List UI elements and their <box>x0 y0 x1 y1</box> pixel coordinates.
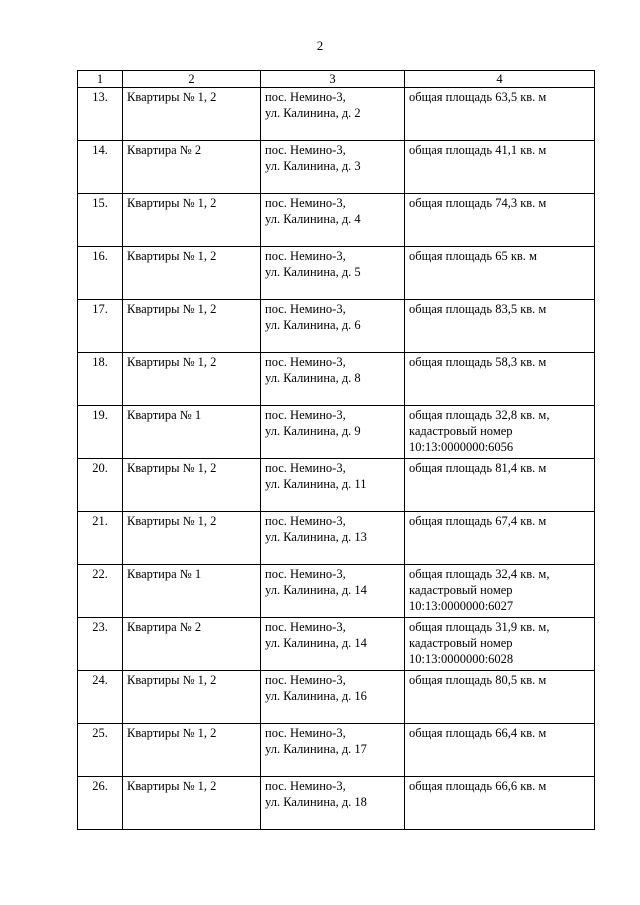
details-cell <box>405 671 595 724</box>
table-row <box>78 671 595 724</box>
address-cell <box>261 194 405 247</box>
table-row <box>78 88 595 141</box>
address-cell <box>261 459 405 512</box>
details-line: общая площадь 32,8 кв. м, <box>409 408 550 422</box>
object-name: Квартиры № 1, 2 <box>123 194 261 247</box>
details-line: общая площадь 67,4 кв. м <box>409 514 547 528</box>
details-line: общая площадь 65 кв. м <box>409 249 537 263</box>
address-cell <box>261 777 405 830</box>
address-line: ул. Калинина, д. 5 <box>265 265 361 279</box>
page-number: 2 <box>316 38 324 53</box>
address-line: ул. Калинина, д. 14 <box>265 583 367 597</box>
address-cell <box>261 512 405 565</box>
row-number: 21. <box>78 512 123 565</box>
object-name: Квартиры № 1, 2 <box>123 247 261 300</box>
details-line: кадастровый номер <box>409 583 513 597</box>
table-row <box>78 724 595 777</box>
table-row <box>78 618 595 671</box>
address-line: пос. Немино-3, <box>265 461 346 475</box>
address-line: ул. Калинина, д. 18 <box>265 795 367 809</box>
details-cell <box>405 194 595 247</box>
address-line: ул. Калинина, д. 13 <box>265 530 367 544</box>
table-row <box>78 406 595 459</box>
details-line: общая площадь 41,1 кв. м <box>409 143 547 157</box>
details-cell <box>405 724 595 777</box>
details-cell <box>405 353 595 406</box>
table-row <box>78 247 595 300</box>
address-line: ул. Калинина, д. 2 <box>265 106 361 120</box>
address-line: пос. Немино-3, <box>265 302 346 316</box>
table-row <box>78 353 595 406</box>
column-header-3: 3 <box>261 71 405 88</box>
column-header-1: 1 <box>78 71 123 88</box>
details-line: кадастровый номер <box>409 636 513 650</box>
address-line: ул. Калинина, д. 14 <box>265 636 367 650</box>
address-cell <box>261 247 405 300</box>
details-cell <box>405 565 595 618</box>
row-number: 14. <box>78 141 123 194</box>
table-header-row <box>78 71 595 88</box>
details-line: общая площадь 83,5 кв. м <box>409 302 547 316</box>
details-line: общая площадь 80,5 кв. м <box>409 673 547 687</box>
row-number: 22. <box>78 565 123 618</box>
row-number: 20. <box>78 459 123 512</box>
details-line: 10:13:0000000:6028 <box>409 652 514 666</box>
details-line: общая площадь 32,4 кв. м, <box>409 567 550 581</box>
address-cell <box>261 565 405 618</box>
address-line: ул. Калинина, д. 17 <box>265 742 367 756</box>
object-name: Квартиры № 1, 2 <box>123 353 261 406</box>
address-line: пос. Немино-3, <box>265 620 346 634</box>
table-row <box>78 512 595 565</box>
address-line: ул. Калинина, д. 3 <box>265 159 361 173</box>
row-number: 17. <box>78 300 123 353</box>
details-cell <box>405 406 595 459</box>
details-line: кадастровый номер <box>409 424 513 438</box>
table-row <box>78 459 595 512</box>
row-number: 25. <box>78 724 123 777</box>
object-name: Квартира № 2 <box>123 618 261 671</box>
address-cell <box>261 406 405 459</box>
row-number: 24. <box>78 671 123 724</box>
address-line: пос. Немино-3, <box>265 408 346 422</box>
details-line: 10:13:0000000:6056 <box>409 440 514 454</box>
table-row <box>78 141 595 194</box>
row-number: 19. <box>78 406 123 459</box>
details-line: общая площадь 66,4 кв. м <box>409 726 547 740</box>
address-line: пос. Немино-3, <box>265 726 346 740</box>
address-line: пос. Немино-3, <box>265 143 346 157</box>
address-cell <box>261 671 405 724</box>
details-line: общая площадь 63,5 кв. м <box>409 90 547 104</box>
object-name: Квартиры № 1, 2 <box>123 724 261 777</box>
table-row <box>78 300 595 353</box>
row-number: 13. <box>78 88 123 141</box>
address-line: ул. Калинина, д. 8 <box>265 371 361 385</box>
row-number: 16. <box>78 247 123 300</box>
address-line: ул. Калинина, д. 6 <box>265 318 361 332</box>
table-body <box>78 88 595 830</box>
address-line: пос. Немино-3, <box>265 355 346 369</box>
details-line: общая площадь 66,6 кв. м <box>409 779 547 793</box>
address-line: ул. Калинина, д. 16 <box>265 689 367 703</box>
address-cell <box>261 141 405 194</box>
details-cell <box>405 459 595 512</box>
object-name: Квартиры № 1, 2 <box>123 512 261 565</box>
details-cell <box>405 247 595 300</box>
details-cell <box>405 618 595 671</box>
object-name: Квартира № 2 <box>123 141 261 194</box>
object-name: Квартиры № 1, 2 <box>123 777 261 830</box>
address-line: ул. Калинина, д. 4 <box>265 212 361 226</box>
object-name: Квартира № 1 <box>123 406 261 459</box>
details-line: общая площадь 81,4 кв. м <box>409 461 547 475</box>
address-cell <box>261 724 405 777</box>
details-cell <box>405 141 595 194</box>
table-row <box>78 194 595 247</box>
address-cell <box>261 353 405 406</box>
address-cell <box>261 618 405 671</box>
details-line: общая площадь 31,9 кв. м, <box>409 620 550 634</box>
row-number: 26. <box>78 777 123 830</box>
details-cell <box>405 777 595 830</box>
object-name: Квартиры № 1, 2 <box>123 459 261 512</box>
address-line: пос. Немино-3, <box>265 90 346 104</box>
address-line: пос. Немино-3, <box>265 249 346 263</box>
details-cell <box>405 300 595 353</box>
details-cell <box>405 88 595 141</box>
table-row <box>78 565 595 618</box>
address-line: пос. Немино-3, <box>265 673 346 687</box>
object-name: Квартира № 1 <box>123 565 261 618</box>
address-cell <box>261 88 405 141</box>
object-name: Квартиры № 1, 2 <box>123 300 261 353</box>
details-line: общая площадь 74,3 кв. м <box>409 196 547 210</box>
column-header-4: 4 <box>405 71 595 88</box>
address-line: пос. Немино-3, <box>265 196 346 210</box>
table-row <box>78 777 595 830</box>
address-line: ул. Калинина, д. 9 <box>265 424 361 438</box>
address-line: ул. Калинина, д. 11 <box>265 477 367 491</box>
row-number: 15. <box>78 194 123 247</box>
object-name: Квартиры № 1, 2 <box>123 88 261 141</box>
column-header-2: 2 <box>123 71 261 88</box>
details-cell <box>405 512 595 565</box>
details-line: 10:13:0000000:6027 <box>409 599 514 613</box>
address-line: пос. Немино-3, <box>265 567 346 581</box>
object-name: Квартиры № 1, 2 <box>123 671 261 724</box>
address-line: пос. Немино-3, <box>265 779 346 793</box>
details-line: общая площадь 58,3 кв. м <box>409 355 547 369</box>
address-line: пос. Немино-3, <box>265 514 346 528</box>
row-number: 23. <box>78 618 123 671</box>
row-number: 18. <box>78 353 123 406</box>
property-table <box>77 70 595 830</box>
address-cell <box>261 300 405 353</box>
